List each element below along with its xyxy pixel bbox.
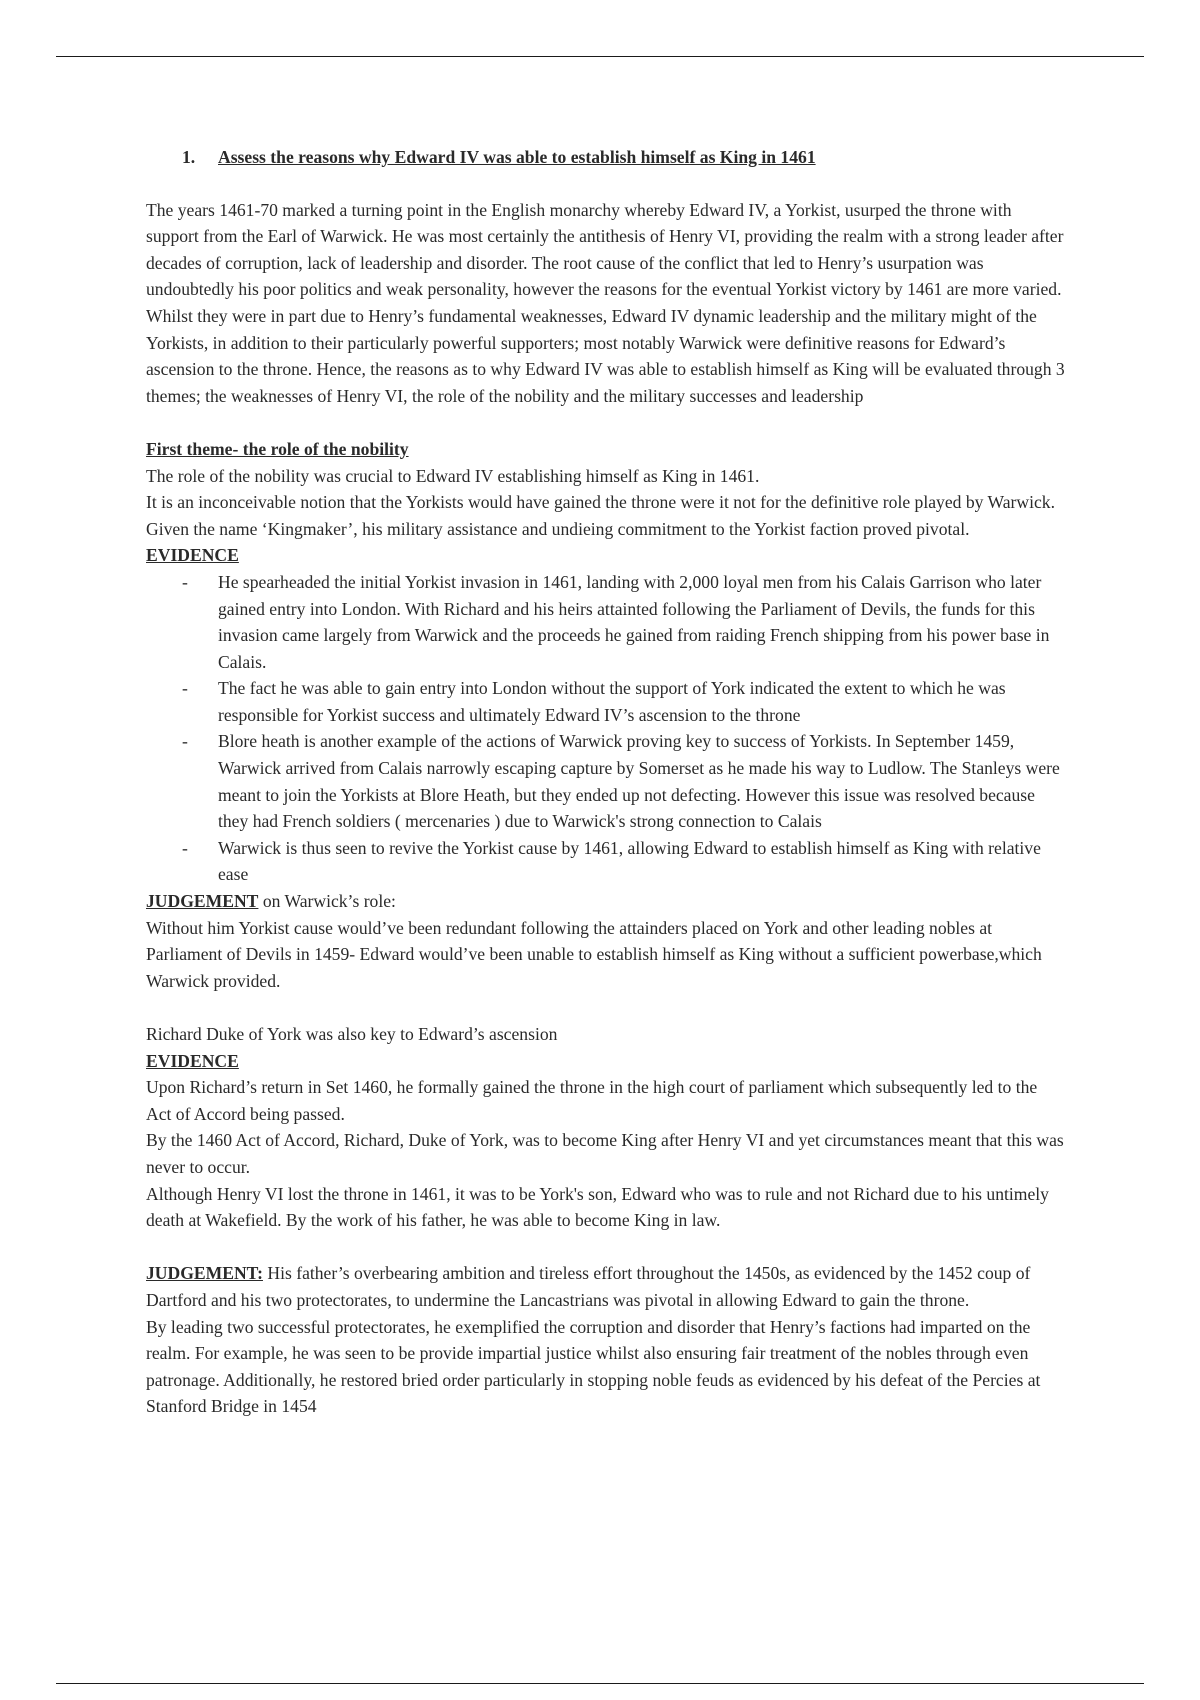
list-item bbox=[182, 728, 1066, 834]
list-item bbox=[182, 675, 1066, 728]
bullet-dash: - bbox=[182, 837, 188, 858]
york-paragraph-2: By the 1460 Act of Accord, Richard, Duke of York, was to become King after Henry VI and yet circumstances meant that this was never to occur. bbox=[146, 1130, 1064, 1177]
bottom-rule bbox=[56, 1683, 1144, 1684]
york-judgement-label: JUDGEMENT: bbox=[146, 1263, 263, 1284]
york-paragraph-4: By leading two successful protectorates, he exemplified the corruption and disorder that Henry’s factions had imparted on the realm. For example, he was seen to be provide impartial justice whilst also ensuring fair treatment of the nobles through even patronage. Additionally, he restored bried order particularly in stopping noble feuds as evidenced by his defeat of the Percies at Stanford Bridge in 1454 bbox=[146, 1316, 1041, 1417]
evidence-heading: EVIDENCE bbox=[146, 545, 239, 566]
york-judgement-text: His father’s overbearing ambition and tireless effort throughout the 1450s, as evidenced by the 1452 coup of Dartford and his two protectorates, to undermine the Lancastrians was pivotal in allowing Edward to gain the throne. bbox=[146, 1263, 1031, 1310]
bullet-dash: - bbox=[182, 678, 188, 699]
york-paragraph-1: Upon Richard’s return in Set 1460, he formally gained the throne in the high court of parliament which subsequently led to the Act of Accord being passed. bbox=[146, 1077, 1038, 1124]
document-body bbox=[146, 140, 1066, 1420]
york-judgement bbox=[146, 1260, 1066, 1313]
bullet-dash: - bbox=[182, 731, 188, 752]
bullet-dash: - bbox=[182, 571, 188, 592]
judgement-line bbox=[146, 888, 1066, 915]
list-item bbox=[182, 835, 1066, 888]
theme-line-2: It is an inconceivable notion that the Yorkists would have gained the throne were it not for the definitive role played by Warwick. Given the name ‘Kingmaker’, his military assistance and undieing commitment to the Yorkist faction proved pivotal. bbox=[146, 492, 1055, 539]
york-evidence-heading: EVIDENCE bbox=[146, 1050, 239, 1071]
top-rule bbox=[56, 56, 1144, 57]
evidence-list bbox=[146, 569, 1066, 888]
intro-paragraph: The years 1461-70 marked a turning point in the English monarchy whereby Edward IV, a Yorkist, usurped the throne with support from the Earl of Warwick. He was most certainly the antithesis of Henry VI, providing the realm with a strong leader after decades of corruption, lack of leadership and disorder. The root cause of the conflict that led to Henry’s usurpation was undoubtedly his poor politics and weak personality, however the reasons for the eventual Yorkist victory by 1461 are more varied. Whilst they were in part due to Henry’s fundamental weaknesses, Edward IV dynamic leadership and the military might of the Yorkists, in addition to their particularly powerful supporters; most notably Warwick were definitive reasons for Edward’s ascension to the throne. Hence, the reasons as to why Edward IV was able to establish himself as King will be evaluated through 3 themes; the weaknesses of Henry VI, the role of the nobility and the military successes and leadership bbox=[146, 199, 1065, 406]
york-paragraph-3: Although Henry VI lost the throne in 1461, it was to be York's son, Edward who was to rule and not Richard due to his untimely death at Wakefield. By the work of his father, he was able to become King in law. bbox=[146, 1183, 1049, 1231]
list-item-text: Blore heath is another example of the actions of Warwick proving key to success of Yorkists. In September 1459, Warwick arrived from Calais narrowly escaping capture by Somerset as he made his way to Ludlow. The Stanleys were meant to join the Yorkists at Blore Heath, but they ended up not defecting. However this issue was resolved because they had French soldiers ( mercenaries ) due to Warwick's strong connection to Calais bbox=[218, 731, 1060, 832]
theme-heading: First theme- the role of the nobility bbox=[146, 438, 409, 459]
list-item bbox=[182, 569, 1066, 675]
list-item-text: The fact he was able to gain entry into London without the support of York indicated the extent to which he was responsible for Yorkist success and ultimately Edward IV’s ascension to the throne bbox=[218, 678, 1006, 725]
essay-title bbox=[182, 144, 1066, 171]
judgement-paragraph: Without him Yorkist cause would’ve been redundant following the attainders placed on York and other leading nobles at Parliament of Devils in 1459- Edward would’ve been unable to establish himself as King without a sufficient powerbase,which Warwick provided. bbox=[146, 917, 1042, 991]
judgement-label: JUDGEMENT bbox=[146, 891, 259, 912]
title-number: 1. bbox=[182, 147, 196, 167]
title-text: Assess the reasons why Edward IV was able to establish himself as King in 1461 bbox=[218, 147, 816, 167]
list-item-text: Warwick is thus seen to revive the Yorkist cause by 1461, allowing Edward to establish himself as King with relative ease bbox=[218, 837, 1041, 885]
list-item-text: He spearheaded the initial Yorkist invasion in 1461, landing with 2,000 loyal men from his Calais Garrison who later gained entry into London. With Richard and his heirs attainted following the Parliament of Devils, the funds for this invasion came largely from Warwick and the proceeds he gained from raiding French shipping from his power base in Calais. bbox=[218, 571, 1050, 672]
judgement-suffix: on Warwick’s role: bbox=[258, 891, 396, 912]
theme-line-1: The role of the nobility was crucial to Edward IV establishing himself as King in 1461. bbox=[146, 465, 760, 486]
york-intro: Richard Duke of York was also key to Edward’s ascension bbox=[146, 1024, 558, 1044]
